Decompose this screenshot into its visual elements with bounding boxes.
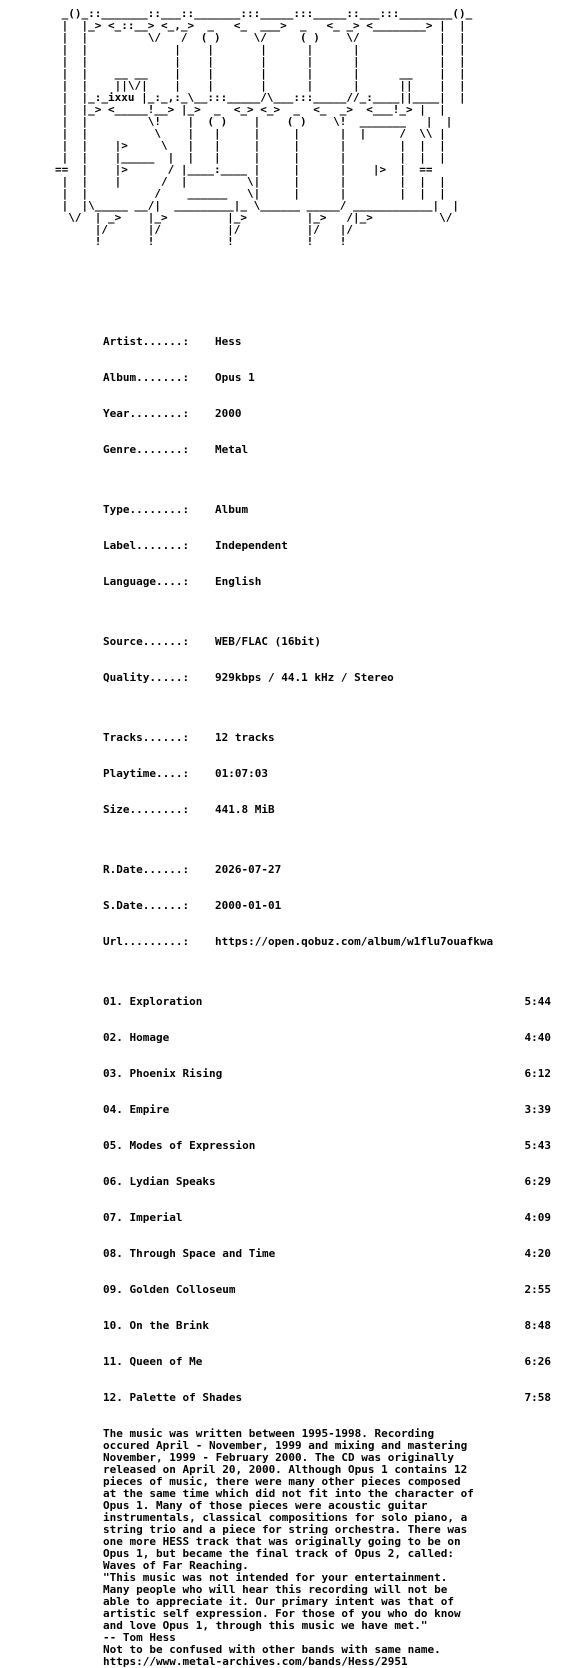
description-text: The music was written between 1995-1998. Recording occured April - November, 1999 and mixing and mastering November, 1999 - February 2000. The CD was originally released on April 20, 2000. Although Opus 1 contains 12 pieces of music, there were many other pieces composed at the same time which did not fit into the character of Opus 1. Many of those pieces were acoustic guitar instrumentals, classical compositions for solo piano, a string trio and a piece for string orchestra. There was one more HESS track that was originally going to be on Opus 1, but became the final track of Opus 2, called: Waves of Far Reaching. (103, 1427, 474, 1572)
ascii-art-logo: _()_::_______::___::_______:::_____:::_____::___:::________()_ | |_> <_::__> <_,_> _ <_ ___> _ <_ _> <________> | | | | \/ / ( ) \/ ( ) \/ | | | | | | | | | | | | | | | | | | | | | | __ __ | | | | | __ | | | | ||\/| | | | | | || | | | |_:_ixxu |_:_,:_\__:::_____/\___:::_____//_:____||____| | | |_> <_____!__> |_> _ <_> <_> _ <_ _> <___!_> | | | | \! | ( ) | ( ) \! _______ | | | | \ | | | | | | / \\ | | | |> \ | | | | | | | | | | |_____ | | | | | | | | | == | |> / |____:____ | | | |> | == | | | / | \| | | | | | | | / ______ \| | | | | | | |\_____ __/| _________|_ \______ _____/ ____________| | \/ | _> |_> |_> |_> /|_> \/ |/ |/ |/ |/ |/ ! ! ! ! ! (55, 7, 473, 248)
track-row: 08. Through Space and Time 4:20 (103, 1247, 551, 1260)
info-row-rdate: R.Date......: 2026-07-27 (103, 863, 282, 876)
track-row: 01. Exploration 5:44 (103, 995, 551, 1008)
info-row-type: Type........: Album (103, 503, 249, 516)
track-row: 12. Palette of Shades 7:58 (103, 1391, 551, 1404)
info-row-language: Language....: English (103, 575, 262, 588)
track-row: 05. Modes of Expression 5:43 (103, 1139, 551, 1152)
info-row-source: Source......: WEB/FLAC (16bit) (103, 635, 321, 648)
track-row: 07. Imperial 4:09 (103, 1211, 551, 1224)
album-info-block (103, 312, 563, 480)
info-row-quality: Quality.....: 929kbps / 44.1 kHz / Stereo (103, 671, 394, 684)
release-info (103, 312, 563, 1668)
tracklist (103, 972, 563, 1428)
info-row-sdate: S.Date......: 2000-01-01 (103, 899, 282, 912)
quote-text: "This music was not intended for your entertainment. Many people who will hear this recording will not be able to appreciate it. Our primary intent was that of artistic self expression. For those of you who do know and love Opus 1, through this music we have met." -- Tom Hess (103, 1571, 461, 1644)
info-row-size: Size........: 441.8 MiB (103, 803, 275, 816)
track-row: 02. Homage 4:40 (103, 1031, 551, 1044)
info-row-genre: Genre.......: Metal (103, 443, 249, 456)
info-row-playtime: Playtime....: 01:07:03 (103, 767, 268, 780)
metal-archives-link[interactable]: https://www.metal-archives.com/bands/Hess/2951 (103, 1655, 408, 1668)
disambiguation-note: Not to be confused with other bands with same name. (103, 1643, 441, 1656)
source-block (103, 612, 563, 708)
info-row-url: Url.........: https://open.qobuz.com/album/w1flu7ouafkwa (103, 935, 494, 948)
dates-block (103, 840, 563, 972)
info-row-artist: Artist......: Hess (103, 335, 242, 348)
track-row: 04. Empire 3:39 (103, 1103, 551, 1116)
info-row-tracks: Tracks......: 12 tracks (103, 731, 275, 744)
tracks-summary-block (103, 708, 563, 840)
info-row-year: Year........: 2000 (103, 407, 242, 420)
qobuz-link[interactable]: https://open.qobuz.com/album/w1flu7ouafkwa (215, 935, 494, 948)
track-row: 03. Phoenix Rising 6:12 (103, 1067, 551, 1080)
release-type-block (103, 480, 563, 612)
track-row: 11. Queen of Me 6:26 (103, 1355, 551, 1368)
info-row-album: Album.......: Opus 1 (103, 371, 255, 384)
info-row-label: Label.......: Independent (103, 539, 288, 552)
track-row: 10. On the Brink 8:48 (103, 1319, 551, 1332)
track-row: 06. Lydian Speaks 6:29 (103, 1175, 551, 1188)
track-row: 09. Golden Colloseum 2:55 (103, 1283, 551, 1296)
